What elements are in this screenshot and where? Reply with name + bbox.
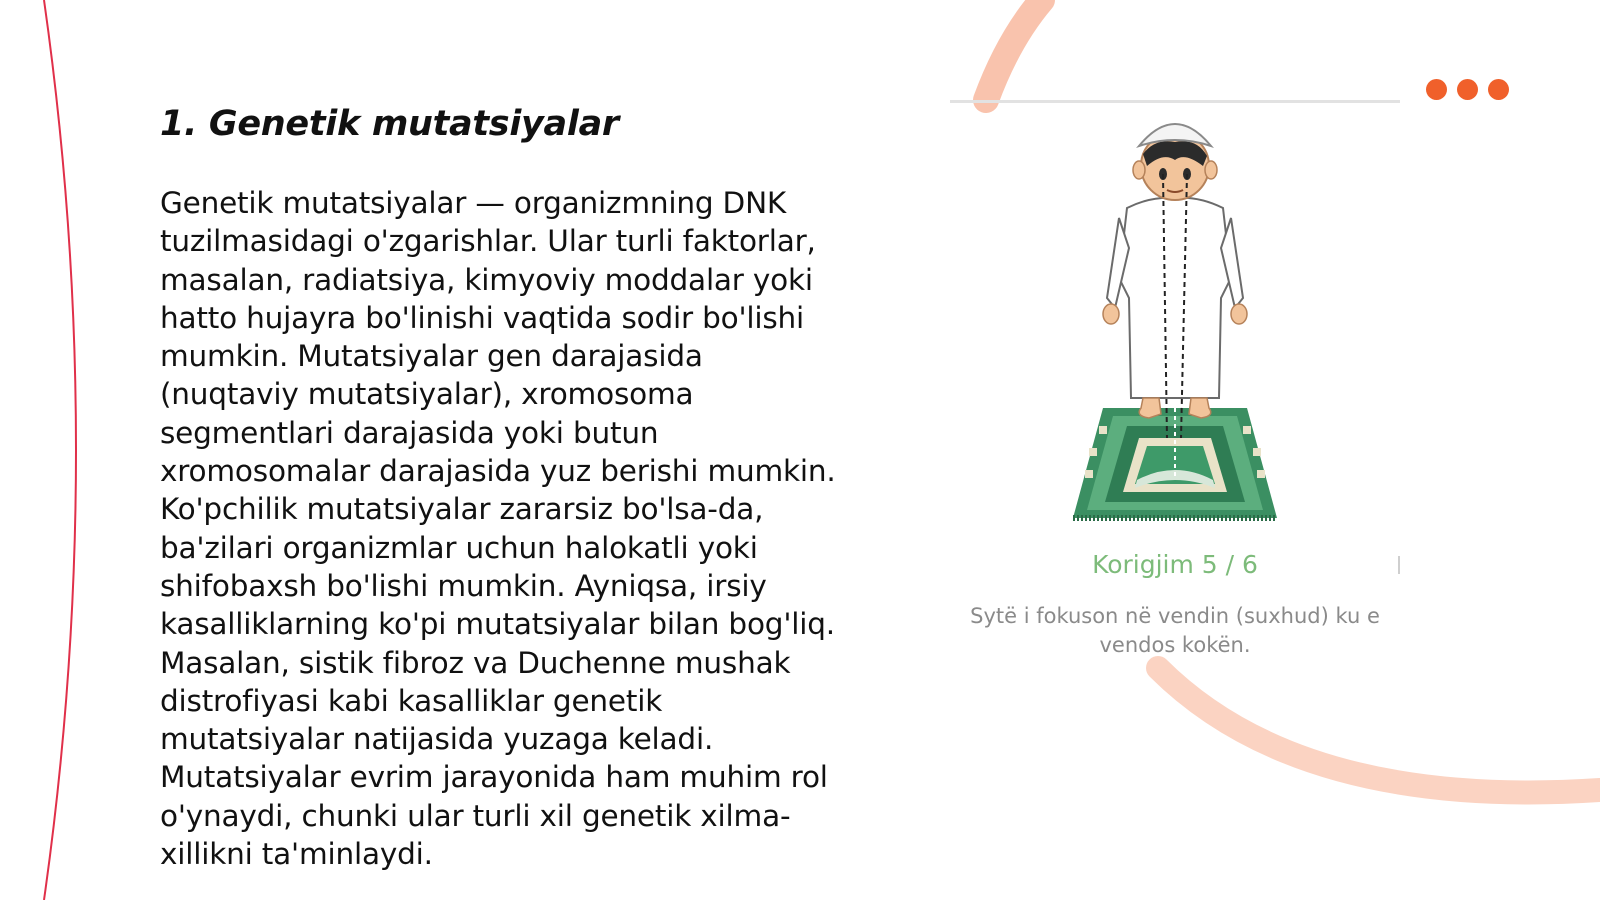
left-red-curve xyxy=(44,0,76,900)
text-cursor-mark xyxy=(1398,556,1400,574)
step-caption: Sytë i fokuson në vendin (suxhud) ku e vendos kokën. xyxy=(970,604,1380,657)
step-label: Korigjim 5 / 6 xyxy=(1092,550,1258,579)
slide-title: 1. Genetik mutatsiyalar xyxy=(160,104,619,144)
body-paragraph: Genetik mutatsiyalar — organizmning DNK tuzilmasidagi o'zgarishlar. Ular turli faktorlar, masalan, radiatsiya, kimyoviy moddalar yoki hatto hujayra bo'linishi vaqtida sodir bo'lishi mumkin. Mutatsiyalar gen darajasida (nuqtaviy mutatsiyalar), xromosoma segmentlari darajasida yoki butun xromosomalar darajasida yuz berishi mumkin. Ko'pchilik mutatsiyalar zararsiz bo'lsa-da, ba'zilari organizmlar uchun halokatli yoki shifobaxsh bo'lishi mumkin. Ayniqsa, irsiy kasalliklarning ko'pi mutatsiyalar bilan bog'liq. Masalan, sistik fibroz va Duchenne mushak distrofiyasi kabi kasalliklar genetik mutatsiyalar natijasida yuzaga keladi. Mutatsiyalar evrim jarayonida ham muhim rol o'ynaydi, chunki ular turli xil genetik xilma-xillikni ta'minlaydi. xyxy=(160,186,836,872)
praying-child-illustration xyxy=(1055,108,1295,540)
dot-1 xyxy=(1426,79,1447,100)
figure-top-rule xyxy=(950,100,1400,103)
dot-3 xyxy=(1488,79,1509,100)
bottom-orange-arc xyxy=(1158,668,1600,792)
top-orange-arc xyxy=(986,0,1042,100)
dot-2 xyxy=(1457,79,1478,100)
more-dots-icon[interactable] xyxy=(1426,79,1509,100)
